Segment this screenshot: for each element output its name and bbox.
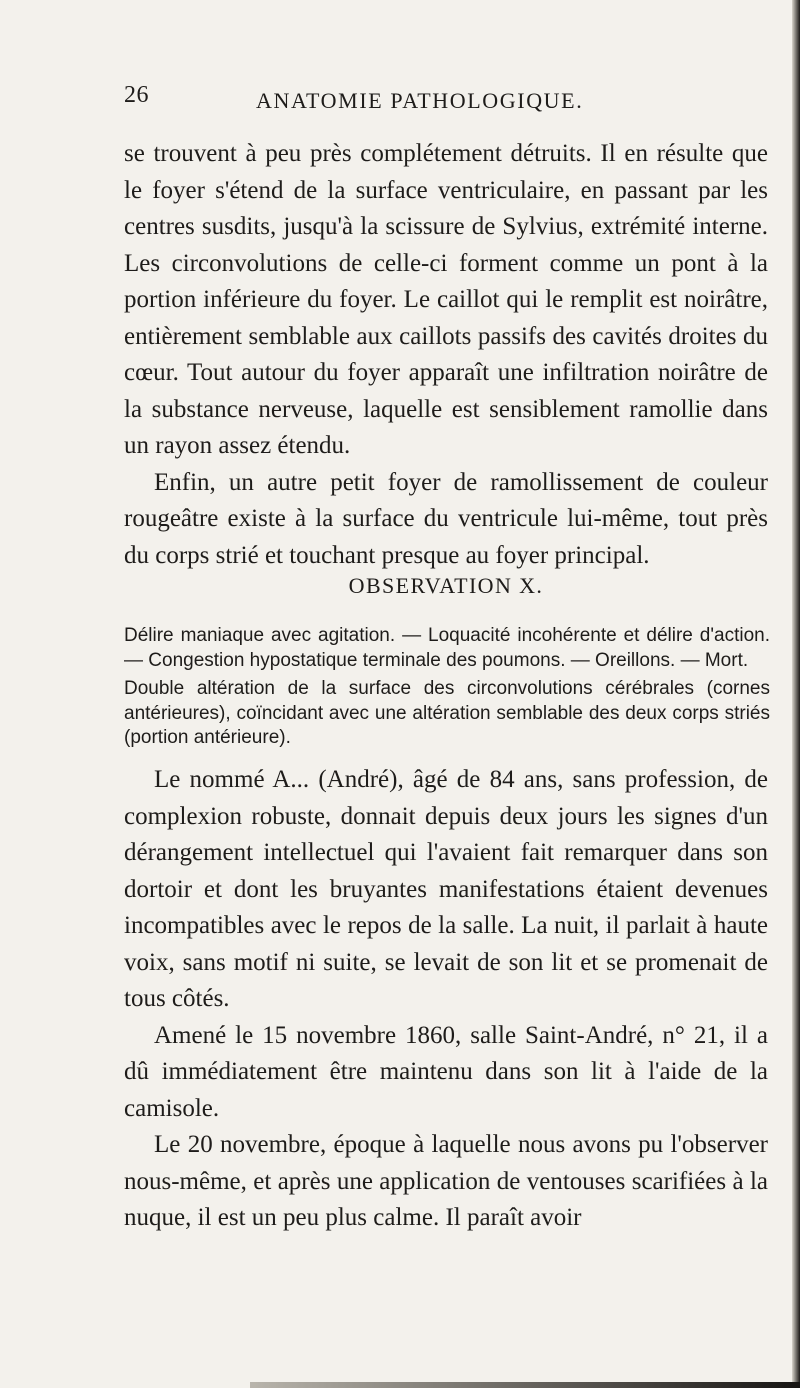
page-edge-shadow bbox=[792, 0, 800, 1388]
paragraph: Le 20 novembre, époque à laquelle nous avons pu l'observer nous-même, et après une application de ventouses scarifiées à la nuque, il est un peu plus calme. Il paraît avoir bbox=[124, 1131, 768, 1231]
paragraph: Le nommé A... (André), âgé de 84 ans, sans profession, de complexion robuste, donnait depuis deux jours les signes d'un dérangement intellectuel qui l'avaient fait remarquer dans son dortoir et dont les bruyantes manifestations étaient devenues incompatibles avec le repos de la salle. La nuit, il parlait à haute voix, sans motif ni suite, se levait de son lit et se promenait de tous côtés. bbox=[124, 766, 768, 1012]
paragraph: se trouvent à peu près complétement détruits. Il en résulte que le foyer s'étend de la surface ventriculaire, en passant par les centres susdits, jusqu'à la scissure de Sylvius, extrémité interne. Les circonvolutions de celle-ci forment comme un pont à la portion inférieure du foyer. Le caillot qui le remplit est noirâtre, entièrement semblable aux caillots passifs des cavités droites du cœur. Tout autour du foyer apparaît une infiltration noirâtre de la substance nerveuse, laquelle est sensiblement ramollie dans un rayon assez étendu. bbox=[124, 140, 768, 459]
paragraph: Enfin, un autre petit foyer de ramollissement de couleur rougeâtre existe à la surface du ventricule lui-même, tout près du corps strié et touchant presque au foyer principal. bbox=[124, 468, 768, 569]
page-bottom-shadow bbox=[250, 1382, 800, 1388]
text-block-case-history bbox=[124, 762, 768, 1237]
running-head: ANATOMIE PATHOLOGIQUE. bbox=[256, 88, 584, 113]
page-number: 26 bbox=[124, 82, 149, 108]
observation-title: OBSERVATION X. bbox=[348, 573, 544, 598]
observation-summary bbox=[124, 624, 770, 751]
paragraph: Amené le 15 novembre 1860, salle Saint-André, n° 21, il a dû immédiatement être maintenu dans son lit à l'aide de la camisole. bbox=[124, 1021, 768, 1122]
text-block-continued bbox=[124, 136, 768, 574]
summary-line: Double altération de la surface des circonvolutions cérébrales (cornes antérieures), coïncidant avec une altération semblable des deux corps striés (portion antérieure). bbox=[124, 678, 770, 748]
summary-line: Délire maniaque avec agitation. — Loquacité incohérente et délire d'action. — Congestion hypostatique terminale des poumons. — Oreillons. — Mort. bbox=[124, 625, 770, 671]
